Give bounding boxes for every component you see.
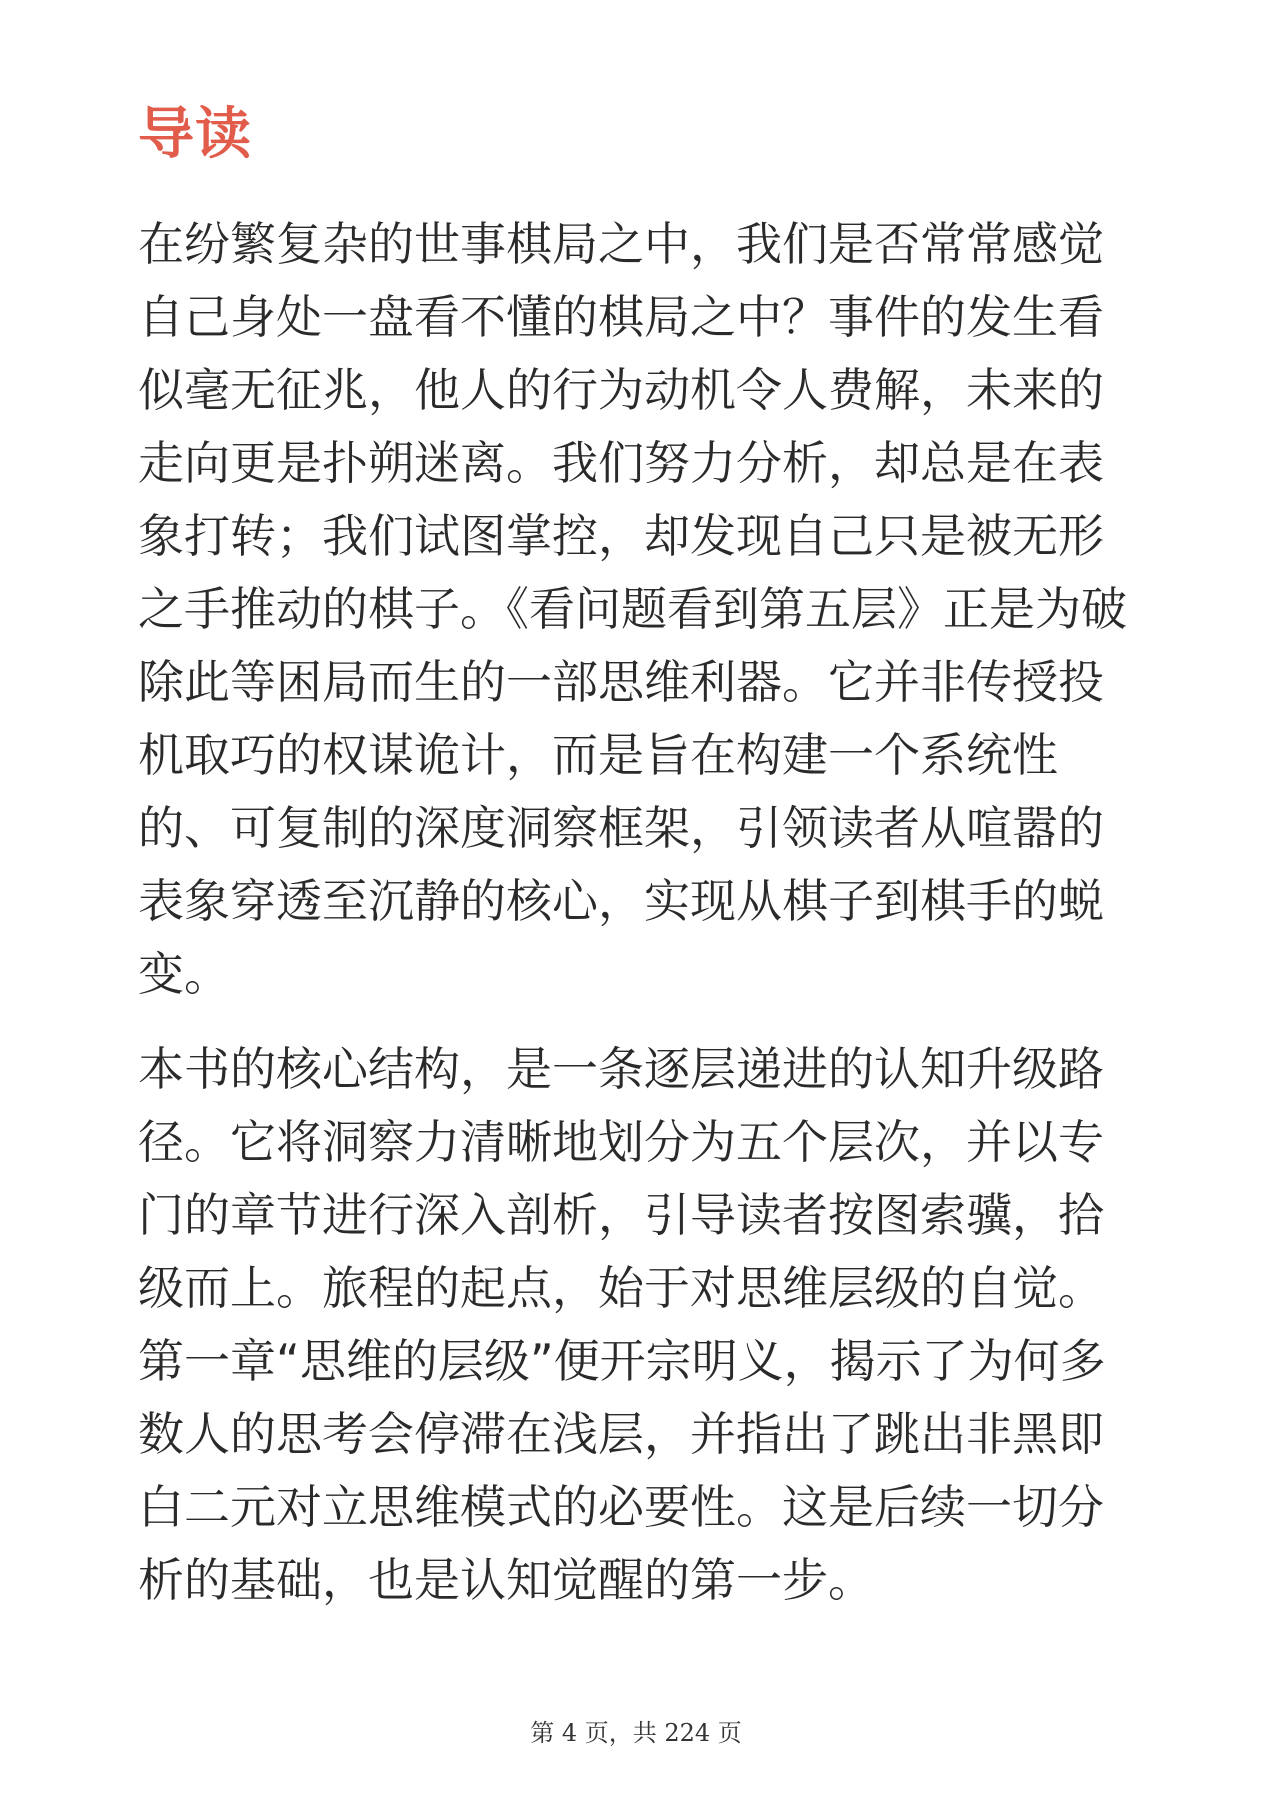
body-content: [138, 208, 1138, 1639]
paragraph-2: 本书的核心结构，是一条逐层递进的认知升级路径。它将洞察力清晰地划分为五个层次，并以专门的章节进行深入剖析，引导读者按图索骥，拾级而上。旅程的起点，始于对思维层级的自觉。第一章“思维的层级”便开宗明义，揭示了为何多数人的思考会停滞在浅层，并指出了跳出非黑即白二元对立思维模式的必要性。这是后续一切分析的基础，也是认知觉醒的第一步。: [138, 1042, 1106, 1607]
page-title: 导读: [138, 102, 252, 167]
page-number-footer: 第 4 页，共 224 页: [530, 1719, 742, 1747]
paragraph-1: 在纷繁复杂的世事棋局之中，我们是否常常感觉自己身处一盘看不懂的棋局之中？事件的发生看似毫无征兆，他人的行为动机令人费解，未来的走向更是扑朔迷离。我们努力分析，却总是在表象打转；我们试图掌控，却发现自己只是被无形之手推动的棋子。《看问题看到第五层》正是为破除此等困局而生的一部思维利器。它并非传授投机取巧的权谋诡计，而是旨在构建一个系统性的、可复制的深度洞察框架，引领读者从喧嚣的表象穿透至沉静的核心，实现从棋子到棋手的蜕变。: [138, 217, 1127, 1001]
